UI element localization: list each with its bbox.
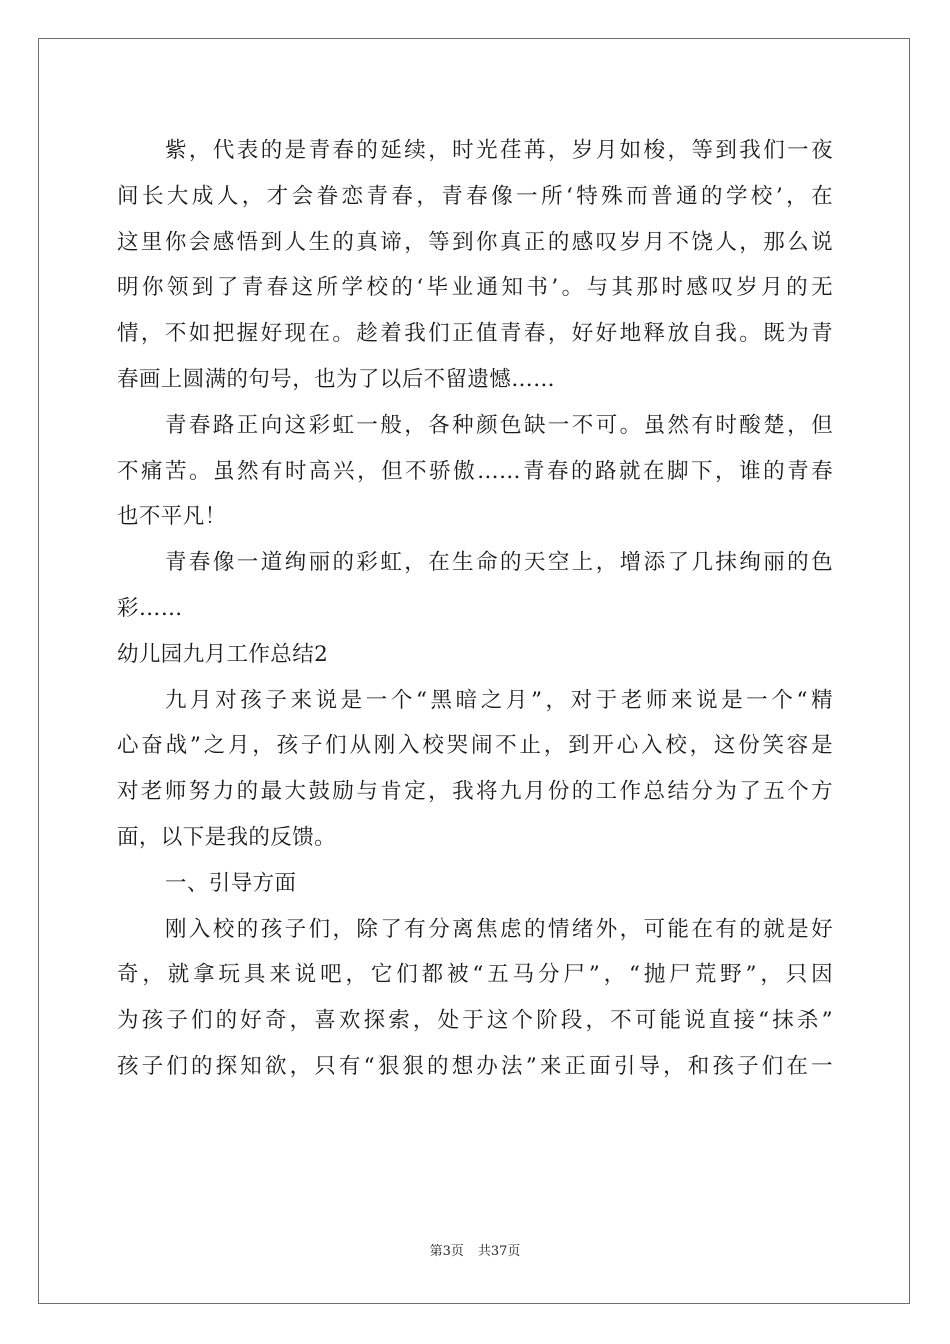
text-line: 九月对孩子来说是一个“黑暗之月”，对于老师来说是一个“精 — [165, 687, 833, 713]
text-line: 面，以下是我的反馈。 — [117, 824, 337, 850]
subheading: 一、引导方面 — [165, 870, 297, 896]
text-line: 彩…… — [117, 595, 183, 621]
text-line: 也不平凡！ — [117, 504, 227, 530]
text-line: 间长大成人，才会眷恋青春，青春像一所‘特殊而普通的学校’，在 — [117, 183, 833, 209]
text-line: 心奋战”之月，孩子们从刚入校哭闹不止，到开心入校，这份笑容是 — [117, 733, 833, 759]
text-line: 奇，就拿玩具来说吧，它们都被“五马分尸”，“抛尸荒野”，只因 — [117, 962, 833, 988]
text-line: 紫，代表的是青春的延续，时光荏苒，岁月如梭，等到我们一夜 — [165, 138, 833, 163]
paragraph — [117, 678, 833, 861]
text-line: 刚入校的孩子们，除了有分离焦虑的情绪外，可能在有的就是好 — [165, 916, 833, 942]
text-line: 青春像一道绚丽的彩虹，在生命的天空上，增添了几抹绚丽的色 — [165, 550, 833, 576]
text-line: 为孩子们的好奇，喜欢探索，处于这个阶段，不可能说直接“抹杀” — [117, 1008, 833, 1034]
text-line: 孩子们的探知欲，只有“狠狠的想办法”来正面引导，和孩子们在一 — [117, 1053, 833, 1079]
document-body — [117, 128, 833, 1090]
section-title: 幼儿园九月工作总结2 — [117, 641, 329, 667]
text-line: 这里你会感悟到人生的真谛，等到你真正的感叹岁月不饶人，那么说 — [117, 229, 833, 255]
page-total: 共37页 — [477, 1244, 521, 1259]
text-line: 对老师努力的最大鼓励与肯定，我将九月份的工作总结分为了五个方 — [117, 779, 833, 805]
paragraph — [117, 128, 833, 403]
text-line: 情，不如把握好现在。趁着我们正值青春，好好地释放自我。既为青 — [117, 321, 833, 347]
text-line: 青春路正向这彩虹一般，各种颜色缺一不可。虽然有时酸楚，但 — [165, 412, 833, 438]
paragraph — [117, 403, 833, 540]
paragraph — [117, 861, 833, 907]
page-number: 第3页 — [429, 1244, 464, 1259]
text-line: 明你领到了青春这所学校的‘毕业通知书’。与其那时感叹岁月的无 — [117, 275, 833, 301]
page-footer — [0, 1240, 950, 1259]
text-line: 春画上圆满的句号，也为了以后不留遗憾…… — [117, 366, 556, 392]
paragraph — [117, 907, 833, 1090]
text-line: 不痛苦。虽然有时高兴，但不骄傲……青春的路就在脚下，谁的青春 — [117, 458, 833, 484]
paragraph — [117, 540, 833, 632]
